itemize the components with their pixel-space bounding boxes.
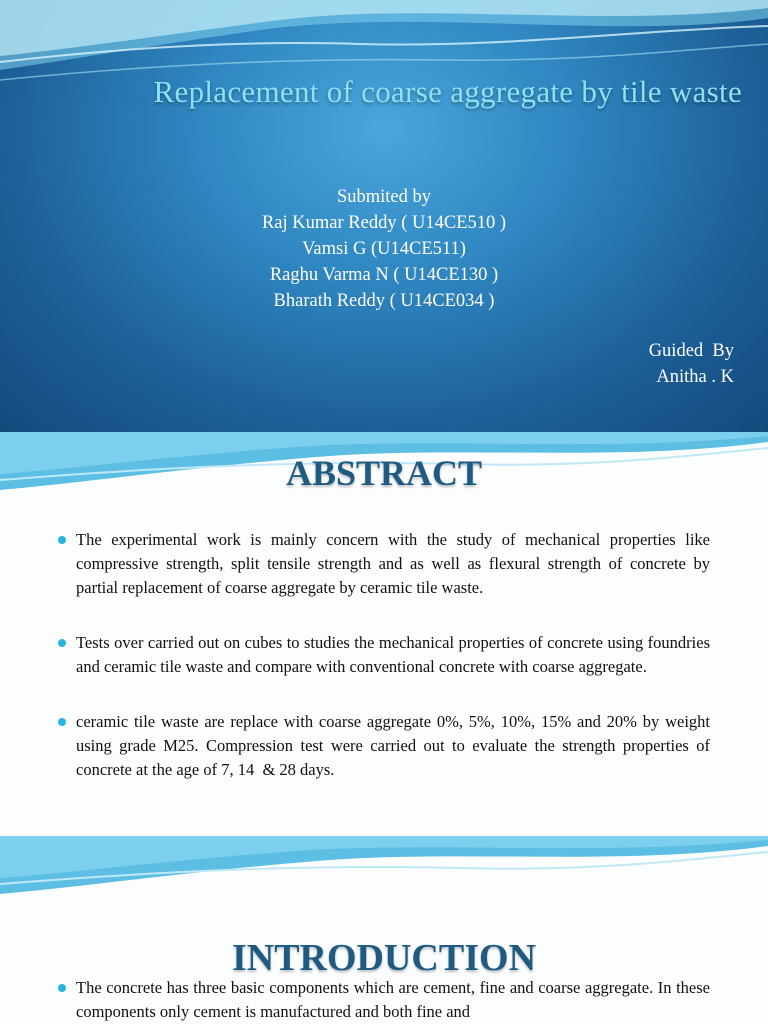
bullet-text: Tests over carried out on cubes to studies the mechanical properties of concrete using foundries and ceramic tile waste and compare with conventional concrete with coarse aggregate.	[76, 633, 710, 676]
guided-label: Guided By	[648, 341, 734, 361]
list-item	[58, 631, 710, 679]
guide-name: Anitha . K	[656, 367, 734, 387]
submitted-block	[0, 184, 768, 314]
bullet-text: ceramic tile waste are replace with coarse aggregate 0%, 5%, 10%, 15% and 20% by weight using grade M25. Compression test were carried out to evaluate the strength properties of concrete at the age of 7, 14 & 28 days.	[76, 712, 715, 779]
bullet-icon	[58, 639, 66, 647]
list-item	[58, 976, 710, 1024]
bullet-text: The concrete has three basic components which are cement, fine and coarse aggregate. In these components only cement is manufactured and both fine and	[76, 978, 710, 1021]
abstract-heading: ABSTRACT	[285, 453, 483, 493]
introduction-slide	[0, 836, 768, 1024]
member-name: Bharath Reddy ( U14CE034 )	[273, 291, 495, 311]
wave-decoration	[0, 836, 768, 926]
introduction-heading: INTRODUCTION	[231, 937, 537, 979]
list-item	[58, 710, 715, 782]
guide-block	[649, 338, 734, 390]
submitted-label: Submited by	[336, 187, 432, 207]
member-name: Vamsi G (U14CE511)	[302, 239, 466, 259]
title-slide	[0, 0, 768, 432]
bullet-text: The experimental work is mainly concern with the study of mechanical properties like compressive strength, split tensile strength and as well as flexural strength of concrete by partial replacement of coarse aggregate by ceramic tile waste.	[76, 530, 710, 597]
abstract-list	[58, 528, 715, 813]
list-item	[58, 528, 710, 600]
bullet-icon	[58, 718, 66, 726]
abstract-slide	[0, 432, 768, 836]
member-name: Raghu Varma N ( U14CE130 )	[269, 265, 499, 285]
member-name: Raj Kumar Reddy ( U14CE510 )	[261, 213, 507, 233]
introduction-list	[58, 976, 710, 1024]
bullet-icon	[58, 536, 66, 544]
slide-title: Replacement of coarse aggregate by tile waste	[153, 74, 742, 109]
bullet-icon	[58, 984, 66, 992]
